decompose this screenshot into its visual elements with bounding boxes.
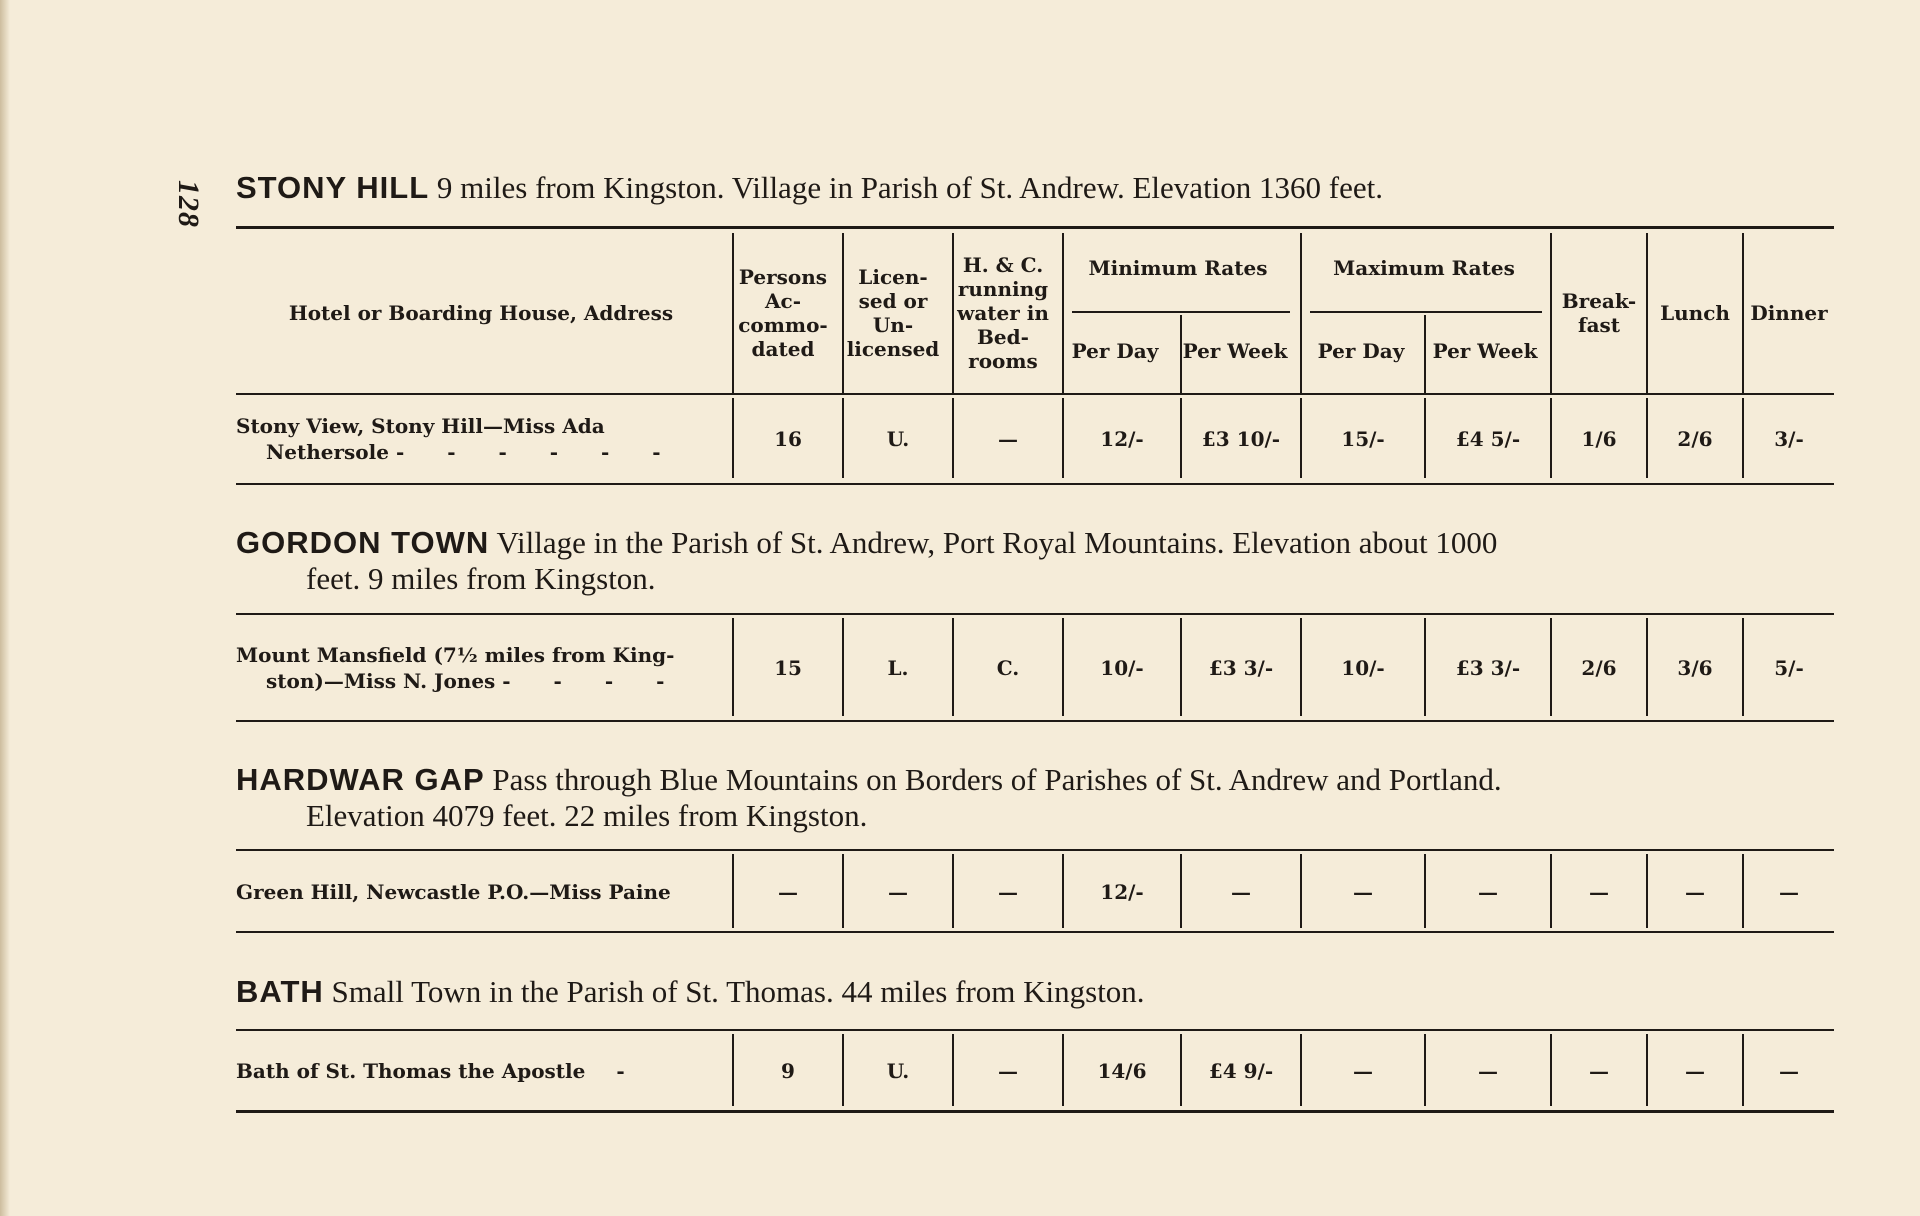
section-heading-bath xyxy=(236,974,1836,1010)
section-name: STONY HILL xyxy=(236,170,430,205)
max-per-day-cell: 15/- xyxy=(1341,427,1385,451)
min-per-day-cell: 12/- xyxy=(1100,427,1144,451)
dot-leaders: - - - - xyxy=(502,669,683,693)
lunch-cell: 2/6 xyxy=(1677,427,1713,451)
table-row xyxy=(236,1034,1834,1108)
breakfast-cell: — xyxy=(1589,1059,1609,1083)
licensed-cell: U. xyxy=(886,427,910,451)
breakfast-cell: — xyxy=(1589,880,1609,904)
column-rule xyxy=(1062,398,1064,478)
licensed-cell: U. xyxy=(886,1059,910,1083)
water-cell: C. xyxy=(996,656,1020,680)
header-dinner: Dinner xyxy=(1750,301,1828,325)
persons-cell: 9 xyxy=(781,1059,795,1083)
section-description-line2: Elevation 4079 feet. 22 miles from Kingston. xyxy=(306,798,868,833)
column-rule xyxy=(1424,1034,1426,1106)
divider xyxy=(236,613,1834,615)
column-rule xyxy=(1742,233,1744,395)
max-per-day-cell: — xyxy=(1353,880,1373,904)
column-rule xyxy=(1424,854,1426,928)
column-rule xyxy=(952,398,954,478)
column-rule xyxy=(1742,398,1744,478)
section-description: Pass through Blue Mountains on Borders of Parishes of St. Andrew and Portland. xyxy=(492,762,1502,797)
header-breakfast: Break- fast xyxy=(1561,289,1637,337)
header-max-per-week: Per Week xyxy=(1432,339,1538,363)
section-heading-hardwar-gap xyxy=(236,762,1836,834)
dot-leaders: - - - - - - xyxy=(395,440,679,464)
hotel-name-line2: ston)—Miss N. Jones xyxy=(266,669,496,693)
licensed-cell: — xyxy=(888,880,908,904)
column-rule xyxy=(1424,618,1426,716)
min-per-week-cell: — xyxy=(1231,880,1251,904)
column-rule xyxy=(842,1034,844,1106)
hotel-name xyxy=(236,398,726,480)
hotel-name xyxy=(236,618,726,718)
persons-cell: 15 xyxy=(774,656,802,680)
min-per-week-cell: £4 9/- xyxy=(1208,1059,1274,1083)
table-row xyxy=(236,618,1834,718)
persons-cell: — xyxy=(778,880,798,904)
section-name: BATH xyxy=(236,974,324,1009)
column-rule xyxy=(1646,618,1648,716)
column-rule xyxy=(1062,854,1064,928)
section-description-line2: feet. 9 miles from Kingston. xyxy=(306,561,656,596)
section-description: Small Town in the Parish of St. Thomas. 44 miles from Kingston. xyxy=(331,974,1145,1009)
column-rule xyxy=(1062,233,1064,395)
section-name: GORDON TOWN xyxy=(236,525,490,560)
column-rule xyxy=(1424,398,1426,478)
hotel-name xyxy=(236,1034,726,1108)
column-rule xyxy=(842,854,844,928)
dinner-cell: 3/- xyxy=(1774,427,1804,451)
lunch-cell: — xyxy=(1685,1059,1705,1083)
licensed-cell: L. xyxy=(887,656,909,680)
divider xyxy=(236,849,1834,851)
divider xyxy=(236,931,1834,933)
hotel-name-line1: Mount Mansfield (7½ miles from King- xyxy=(236,643,675,667)
column-rule xyxy=(1742,1034,1744,1106)
hotel-name-line1: Stony View, Stony Hill—Miss Ada xyxy=(236,414,605,438)
divider xyxy=(236,226,1834,229)
column-rule xyxy=(1062,1034,1064,1106)
column-rule xyxy=(952,618,954,716)
max-per-week-cell: £4 5/- xyxy=(1455,427,1521,451)
header-licensed: Licen- sed or Un- licensed xyxy=(846,265,940,361)
column-rule xyxy=(1646,1034,1648,1106)
table-row xyxy=(236,854,1834,930)
max-per-week-cell: — xyxy=(1478,1059,1498,1083)
section-heading-gordon-town xyxy=(236,525,1836,597)
water-cell: — xyxy=(998,1059,1018,1083)
header-min-rates: Minimum Rates xyxy=(1088,256,1268,280)
page-number: 128 xyxy=(172,180,205,228)
column-rule xyxy=(1180,854,1182,928)
min-per-day-cell: 12/- xyxy=(1100,880,1144,904)
column-rule xyxy=(1550,1034,1552,1106)
header-persons: Persons Ac- commo- dated xyxy=(738,265,828,361)
page-edge xyxy=(0,0,10,1216)
max-per-day-cell: 10/- xyxy=(1341,656,1385,680)
section-description: 9 miles from Kingston. Village in Parish of St. Andrew. Elevation 1360 feet. xyxy=(436,170,1383,205)
column-rule xyxy=(1180,315,1182,395)
column-rule xyxy=(952,1034,954,1106)
column-rule xyxy=(1550,854,1552,928)
section-description: Village in the Parish of St. Andrew, Port Royal Mountains. Elevation about 1000 xyxy=(496,525,1498,560)
column-rule xyxy=(1300,233,1302,395)
column-rule xyxy=(1550,618,1552,716)
breakfast-cell: 1/6 xyxy=(1581,427,1617,451)
lunch-cell: 3/6 xyxy=(1677,656,1713,680)
column-rule xyxy=(732,1034,734,1106)
header-water: H. & C. running water in Bed- rooms xyxy=(957,253,1049,373)
min-per-day-cell: 10/- xyxy=(1100,656,1144,680)
column-rule xyxy=(1062,618,1064,716)
hotel-name-line1: Bath of St. Thomas the Apostle xyxy=(236,1059,586,1083)
column-rule xyxy=(732,233,734,395)
persons-cell: 16 xyxy=(774,427,802,451)
divider xyxy=(236,1029,1834,1031)
max-per-day-cell: — xyxy=(1353,1059,1373,1083)
column-rule xyxy=(1300,854,1302,928)
dot-leaders: - xyxy=(616,1059,643,1083)
column-rule xyxy=(842,618,844,716)
breakfast-cell: 2/6 xyxy=(1581,656,1617,680)
hotel-name xyxy=(236,854,726,930)
water-cell: — xyxy=(998,880,1018,904)
column-rule xyxy=(952,233,954,395)
dinner-cell: 5/- xyxy=(1774,656,1804,680)
divider xyxy=(236,393,1834,395)
divider xyxy=(236,1110,1834,1113)
column-rule xyxy=(1646,854,1648,928)
column-rule xyxy=(842,398,844,478)
column-rule xyxy=(1742,618,1744,716)
table-header xyxy=(236,233,1834,395)
header-min-per-day: Per Day xyxy=(1071,339,1159,363)
column-rule xyxy=(1300,618,1302,716)
water-cell: — xyxy=(998,427,1018,451)
divider xyxy=(236,720,1834,722)
hotel-name-line1: Green Hill, Newcastle P.O.—Miss Paine xyxy=(236,880,671,904)
column-rule xyxy=(1180,618,1182,716)
max-per-week-cell: £3 3/- xyxy=(1455,656,1521,680)
column-rule xyxy=(1424,315,1426,395)
lunch-cell: — xyxy=(1685,880,1705,904)
column-rule xyxy=(842,233,844,395)
column-rule xyxy=(1646,233,1648,395)
column-rule xyxy=(1646,398,1648,478)
header-max-rates: Maximum Rates xyxy=(1333,256,1515,280)
column-rule xyxy=(732,398,734,478)
header-hotel: Hotel or Boarding House, Address xyxy=(288,301,674,325)
column-rule xyxy=(1300,1034,1302,1106)
section-heading-stony-hill xyxy=(236,170,1836,206)
table-row xyxy=(236,398,1834,480)
min-per-day-cell: 14/6 xyxy=(1097,1059,1147,1083)
hotel-name-line2: Nethersole xyxy=(266,440,389,464)
header-max-per-day: Per Day xyxy=(1317,339,1405,363)
dinner-cell: — xyxy=(1779,1059,1799,1083)
header-min-per-week: Per Week xyxy=(1182,339,1288,363)
min-per-week-cell: £3 10/- xyxy=(1201,427,1281,451)
column-rule xyxy=(952,854,954,928)
column-rule xyxy=(1550,233,1552,395)
column-rule xyxy=(732,618,734,716)
max-per-week-cell: — xyxy=(1478,880,1498,904)
header-lunch: Lunch xyxy=(1660,301,1730,325)
column-rule xyxy=(1742,854,1744,928)
min-per-week-cell: £3 3/- xyxy=(1208,656,1274,680)
section-name: HARDWAR GAP xyxy=(236,762,485,797)
divider xyxy=(236,483,1834,485)
column-rule xyxy=(732,854,734,928)
dinner-cell: — xyxy=(1779,880,1799,904)
header-subrule xyxy=(1072,311,1290,313)
column-rule xyxy=(1180,398,1182,478)
header-subrule xyxy=(1310,311,1542,313)
column-rule xyxy=(1180,1034,1182,1106)
column-rule xyxy=(1300,398,1302,478)
column-rule xyxy=(1550,398,1552,478)
